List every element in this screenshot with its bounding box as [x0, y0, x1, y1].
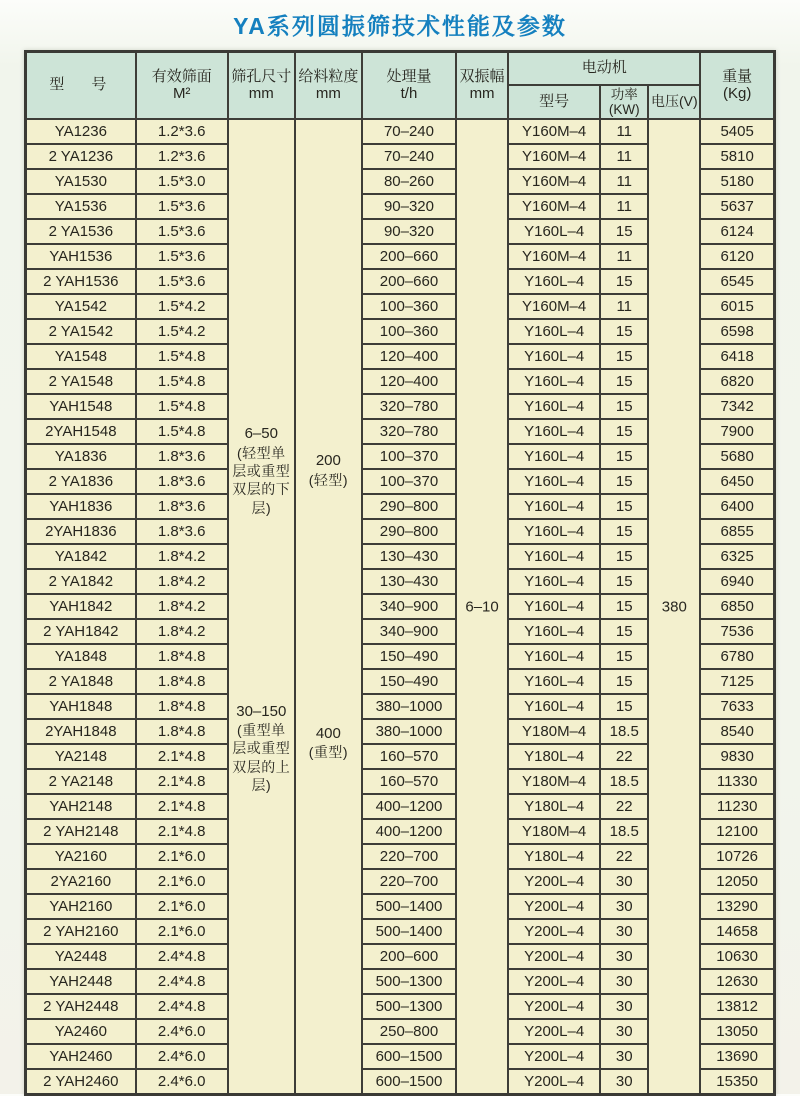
model-cell: 2 YAH2160	[26, 919, 136, 944]
feed-size-merged-cell-line: 200	[315, 452, 341, 470]
motor-power-cell: 15	[600, 569, 648, 594]
capacity-cell: 500–1400	[362, 894, 456, 919]
weight-cell: 10630	[700, 944, 774, 969]
motor-power-cell: 15	[600, 544, 648, 569]
weight-cell: 6545	[700, 269, 774, 294]
screen-area-cell: 2.4*4.8	[136, 994, 228, 1019]
screen-area-cell: 1.8*4.2	[136, 569, 228, 594]
motor-model-cell: Y160L–4	[508, 319, 600, 344]
model-cell: YA1548	[26, 344, 136, 369]
header-motor-model: 型号	[508, 85, 600, 119]
model-cell: 2 YA1536	[26, 219, 136, 244]
amplitude-merged-cell	[456, 119, 508, 1095]
weight-cell: 6450	[700, 469, 774, 494]
model-cell: 2YAH1836	[26, 519, 136, 544]
capacity-cell: 150–490	[362, 669, 456, 694]
capacity-cell: 380–1000	[362, 719, 456, 744]
capacity-cell: 100–370	[362, 469, 456, 494]
capacity-cell: 130–430	[362, 544, 456, 569]
motor-model-cell: Y160M–4	[508, 119, 600, 144]
weight-cell: 5810	[700, 144, 774, 169]
screen-area-cell: 1.8*4.8	[136, 719, 228, 744]
screen-area-cell: 1.8*4.2	[136, 544, 228, 569]
motor-model-cell: Y160L–4	[508, 494, 600, 519]
weight-cell: 14658	[700, 919, 774, 944]
motor-power-cell: 11	[600, 119, 648, 144]
model-cell: 2 YA1548	[26, 369, 136, 394]
screen-area-cell: 1.8*3.6	[136, 469, 228, 494]
weight-cell: 15350	[700, 1069, 774, 1095]
capacity-cell: 80–260	[362, 169, 456, 194]
motor-power-cell: 15	[600, 494, 648, 519]
weight-cell: 8540	[700, 719, 774, 744]
weight-cell: 12050	[700, 869, 774, 894]
motor-power-cell: 11	[600, 294, 648, 319]
motor-power-cell: 18.5	[600, 819, 648, 844]
feed-size-merged-cell-line: (重型)	[308, 744, 349, 761]
motor-power-cell: 15	[600, 619, 648, 644]
model-cell: 2YA2160	[26, 869, 136, 894]
screen-area-cell: 1.2*3.6	[136, 119, 228, 144]
model-cell: YA2460	[26, 1019, 136, 1044]
motor-power-cell: 11	[600, 244, 648, 269]
motor-power-cell: 30	[600, 919, 648, 944]
model-cell: 2YAH1848	[26, 719, 136, 744]
motor-model-cell: Y160L–4	[508, 544, 600, 569]
weight-cell: 13812	[700, 994, 774, 1019]
capacity-cell: 220–700	[362, 869, 456, 894]
weight-cell: 6325	[700, 544, 774, 569]
screen-area-cell: 1.5*4.2	[136, 319, 228, 344]
screen-area-cell: 2.4*6.0	[136, 1044, 228, 1069]
aperture-merged-cell	[228, 119, 295, 1095]
screen-area-cell: 1.8*3.6	[136, 519, 228, 544]
capacity-cell: 70–240	[362, 144, 456, 169]
motor-model-cell: Y160L–4	[508, 669, 600, 694]
screen-area-cell: 2.1*4.8	[136, 819, 228, 844]
screen-area-cell: 2.1*6.0	[136, 894, 228, 919]
capacity-cell: 290–800	[362, 519, 456, 544]
capacity-cell: 500–1300	[362, 969, 456, 994]
model-cell: YA1848	[26, 644, 136, 669]
motor-model-cell: Y180L–4	[508, 844, 600, 869]
aperture-merged-cell-line: (轻型单层或重型双层的下层)	[232, 444, 291, 516]
screen-area-cell: 2.4*6.0	[136, 1019, 228, 1044]
model-cell: 2 YA1836	[26, 469, 136, 494]
header-feed-size-line1: 给料粒度	[298, 67, 359, 85]
model-cell: YAH1848	[26, 694, 136, 719]
motor-model-cell: Y180M–4	[508, 819, 600, 844]
motor-model-cell: Y200L–4	[508, 869, 600, 894]
capacity-cell: 220–700	[362, 844, 456, 869]
motor-power-cell: 30	[600, 994, 648, 1019]
motor-power-cell: 15	[600, 644, 648, 669]
motor-model-cell: Y180L–4	[508, 744, 600, 769]
header-aperture-line1: 筛孔尺寸	[231, 67, 292, 85]
model-cell: YAH1842	[26, 594, 136, 619]
weight-cell: 6400	[700, 494, 774, 519]
model-cell: 2 YAH2448	[26, 994, 136, 1019]
motor-model-cell: Y160L–4	[508, 694, 600, 719]
model-cell: 2 YA1842	[26, 569, 136, 594]
capacity-cell: 100–370	[362, 444, 456, 469]
header-capacity	[362, 52, 456, 120]
motor-power-cell: 15	[600, 394, 648, 419]
motor-model-cell: Y160L–4	[508, 369, 600, 394]
motor-model-cell: Y160M–4	[508, 144, 600, 169]
aperture-merged-cell-line: 30–150	[236, 702, 287, 720]
screen-area-cell: 1.5*4.8	[136, 344, 228, 369]
motor-model-cell: Y200L–4	[508, 1019, 600, 1044]
weight-cell: 9830	[700, 744, 774, 769]
weight-cell: 12100	[700, 819, 774, 844]
weight-cell: 5180	[700, 169, 774, 194]
capacity-cell: 320–780	[362, 394, 456, 419]
screen-area-cell: 1.8*4.2	[136, 619, 228, 644]
header-amplitude-line1: 双振幅	[459, 67, 505, 85]
screen-area-cell: 2.1*4.8	[136, 769, 228, 794]
motor-power-cell: 30	[600, 1019, 648, 1044]
motor-power-cell: 30	[600, 969, 648, 994]
screen-area-cell: 1.5*3.0	[136, 169, 228, 194]
screen-area-cell: 1.5*3.6	[136, 219, 228, 244]
header-motor-group: 电动机	[508, 52, 700, 86]
header-screen-area-line1: 有效筛面	[151, 67, 212, 85]
motor-power-cell: 11	[600, 194, 648, 219]
motor-power-cell: 30	[600, 944, 648, 969]
capacity-cell: 380–1000	[362, 694, 456, 719]
motor-power-cell: 15	[600, 419, 648, 444]
motor-model-cell: Y200L–4	[508, 919, 600, 944]
table-header	[26, 52, 775, 120]
capacity-cell: 120–400	[362, 344, 456, 369]
weight-cell: 7633	[700, 694, 774, 719]
header-feed-size	[295, 52, 362, 120]
weight-cell: 7536	[700, 619, 774, 644]
screen-area-cell: 2.1*6.0	[136, 844, 228, 869]
capacity-cell: 90–320	[362, 219, 456, 244]
motor-power-cell: 30	[600, 869, 648, 894]
weight-cell: 11230	[700, 794, 774, 819]
motor-model-cell: Y160L–4	[508, 394, 600, 419]
header-screen-area-line2: M²	[172, 84, 191, 102]
motor-model-cell: Y160L–4	[508, 519, 600, 544]
screen-area-cell: 1.8*4.8	[136, 669, 228, 694]
feed-size-merged-cell-line: 400	[315, 725, 341, 743]
header-model-label: 型 号	[49, 76, 113, 94]
header-weight	[700, 52, 774, 120]
motor-power-cell: 22	[600, 744, 648, 769]
weight-cell: 6124	[700, 219, 774, 244]
header-capacity-line1: 处理量	[386, 67, 432, 85]
capacity-cell: 340–900	[362, 619, 456, 644]
screen-area-cell: 1.8*4.8	[136, 694, 228, 719]
motor-model-cell: Y160M–4	[508, 169, 600, 194]
screen-area-cell: 2.1*6.0	[136, 869, 228, 894]
screen-area-cell: 1.8*4.2	[136, 594, 228, 619]
table-row	[26, 119, 775, 144]
screen-area-cell: 2.4*4.8	[136, 944, 228, 969]
capacity-cell: 100–360	[362, 294, 456, 319]
header-model	[26, 52, 136, 120]
model-cell: YA1536	[26, 194, 136, 219]
screen-area-cell: 1.8*4.8	[136, 644, 228, 669]
model-cell: 2 YAH2148	[26, 819, 136, 844]
capacity-cell: 70–240	[362, 119, 456, 144]
motor-model-cell: Y160L–4	[508, 594, 600, 619]
weight-cell: 7125	[700, 669, 774, 694]
capacity-cell: 200–660	[362, 244, 456, 269]
motor-model-cell: Y160M–4	[508, 194, 600, 219]
aperture-merged-cell-text	[229, 424, 294, 516]
capacity-cell: 340–900	[362, 594, 456, 619]
weight-cell: 6598	[700, 319, 774, 344]
feed-size-merged-cell-line: (轻型)	[308, 472, 349, 489]
feed-size-merged-cell-text	[296, 452, 361, 490]
weight-cell: 10726	[700, 844, 774, 869]
motor-model-cell: Y160L–4	[508, 644, 600, 669]
weight-cell: 5680	[700, 444, 774, 469]
model-cell: 2 YA1236	[26, 144, 136, 169]
motor-power-cell: 30	[600, 1069, 648, 1095]
aperture-merged-cell-text	[229, 702, 294, 794]
capacity-cell: 200–660	[362, 269, 456, 294]
screen-area-cell: 1.5*4.8	[136, 394, 228, 419]
model-cell: 2 YAH2460	[26, 1069, 136, 1095]
motor-power-cell: 15	[600, 319, 648, 344]
weight-cell: 5637	[700, 194, 774, 219]
motor-model-cell: Y200L–4	[508, 894, 600, 919]
weight-cell: 6820	[700, 369, 774, 394]
model-cell: YA2160	[26, 844, 136, 869]
capacity-cell: 150–490	[362, 644, 456, 669]
amplitude-merged-cell-text	[457, 597, 507, 617]
model-cell: YAH2160	[26, 894, 136, 919]
header-motor-power-line2: (KW)	[608, 102, 640, 118]
motor-power-cell: 11	[600, 169, 648, 194]
capacity-cell: 90–320	[362, 194, 456, 219]
screen-area-cell: 1.5*3.6	[136, 194, 228, 219]
voltage-merged-cell-text	[649, 597, 699, 617]
motor-model-cell: Y160L–4	[508, 344, 600, 369]
voltage-merged-cell	[648, 119, 700, 1095]
aperture-merged-cell-line: 6–50	[244, 425, 278, 443]
weight-cell: 6855	[700, 519, 774, 544]
motor-model-cell: Y160L–4	[508, 569, 600, 594]
motor-model-cell: Y160L–4	[508, 444, 600, 469]
model-cell: 2 YA2148	[26, 769, 136, 794]
motor-power-cell: 15	[600, 219, 648, 244]
capacity-cell: 200–600	[362, 944, 456, 969]
amplitude-merged-cell-line: 6–10	[465, 597, 499, 615]
screen-area-cell: 2.4*6.0	[136, 1069, 228, 1095]
motor-model-cell: Y200L–4	[508, 944, 600, 969]
weight-cell: 6418	[700, 344, 774, 369]
motor-power-cell: 11	[600, 144, 648, 169]
weight-cell: 7900	[700, 419, 774, 444]
motor-model-cell: Y180M–4	[508, 769, 600, 794]
capacity-cell: 100–360	[362, 319, 456, 344]
motor-model-cell: Y160L–4	[508, 619, 600, 644]
motor-power-cell: 18.5	[600, 719, 648, 744]
model-cell: 2YAH1548	[26, 419, 136, 444]
motor-model-cell: Y200L–4	[508, 969, 600, 994]
weight-cell: 6850	[700, 594, 774, 619]
header-motor-power	[600, 85, 648, 119]
screen-area-cell: 2.1*6.0	[136, 919, 228, 944]
header-feed-size-line2: mm	[315, 84, 341, 102]
motor-model-cell: Y200L–4	[508, 994, 600, 1019]
motor-power-cell: 30	[600, 1044, 648, 1069]
capacity-cell: 250–800	[362, 1019, 456, 1044]
screen-area-cell: 1.2*3.6	[136, 144, 228, 169]
model-cell: YAH1548	[26, 394, 136, 419]
model-cell: YA1530	[26, 169, 136, 194]
feed-size-merged-cell-text	[296, 724, 361, 762]
weight-cell: 6780	[700, 644, 774, 669]
model-cell: YA1236	[26, 119, 136, 144]
aperture-merged-cell-line: (重型单层或重型双层的上层)	[232, 722, 291, 793]
model-cell: YAH1836	[26, 494, 136, 519]
motor-model-cell: Y160M–4	[508, 244, 600, 269]
weight-cell: 12630	[700, 969, 774, 994]
screen-area-cell: 1.5*3.6	[136, 269, 228, 294]
weight-cell: 6120	[700, 244, 774, 269]
motor-model-cell: Y160L–4	[508, 269, 600, 294]
screen-area-cell: 2.1*4.8	[136, 794, 228, 819]
motor-model-cell: Y200L–4	[508, 1044, 600, 1069]
weight-cell: 5405	[700, 119, 774, 144]
motor-power-cell: 15	[600, 519, 648, 544]
voltage-merged-cell-line: 380	[661, 597, 687, 615]
weight-cell: 7342	[700, 394, 774, 419]
screen-area-cell: 1.8*3.6	[136, 444, 228, 469]
header-motor-power-line1: 功率	[610, 87, 638, 102]
table-body	[26, 119, 775, 1095]
header-motor-voltage: 电压(V)	[648, 85, 700, 119]
screen-area-cell: 2.1*4.8	[136, 744, 228, 769]
model-cell: YAH2460	[26, 1044, 136, 1069]
header-screen-area	[136, 52, 228, 120]
motor-power-cell: 15	[600, 269, 648, 294]
model-cell: YA2148	[26, 744, 136, 769]
motor-power-cell: 22	[600, 844, 648, 869]
motor-model-cell: Y200L–4	[508, 1069, 600, 1095]
model-cell: 2 YAH1536	[26, 269, 136, 294]
weight-cell: 13690	[700, 1044, 774, 1069]
capacity-cell: 600–1500	[362, 1044, 456, 1069]
model-cell: YAH1536	[26, 244, 136, 269]
model-cell: YAH2448	[26, 969, 136, 994]
screen-area-cell: 1.8*3.6	[136, 494, 228, 519]
motor-power-cell: 15	[600, 669, 648, 694]
header-aperture	[228, 52, 295, 120]
screen-area-cell: 1.5*3.6	[136, 244, 228, 269]
model-cell: YA1836	[26, 444, 136, 469]
motor-power-cell: 30	[600, 894, 648, 919]
motor-model-cell: Y160L–4	[508, 469, 600, 494]
model-cell: 2 YA1542	[26, 319, 136, 344]
motor-power-cell: 15	[600, 469, 648, 494]
capacity-cell: 160–570	[362, 769, 456, 794]
header-amplitude-line2: mm	[469, 84, 495, 102]
capacity-cell: 130–430	[362, 569, 456, 594]
screen-area-cell: 1.5*4.8	[136, 419, 228, 444]
weight-cell: 11330	[700, 769, 774, 794]
capacity-cell: 160–570	[362, 744, 456, 769]
capacity-cell: 400–1200	[362, 819, 456, 844]
motor-model-cell: Y180M–4	[508, 719, 600, 744]
model-cell: 2 YA1848	[26, 669, 136, 694]
spec-table	[24, 50, 776, 1096]
screen-area-cell: 1.5*4.2	[136, 294, 228, 319]
motor-model-cell: Y160M–4	[508, 294, 600, 319]
motor-power-cell: 15	[600, 369, 648, 394]
screen-area-cell: 2.4*4.8	[136, 969, 228, 994]
motor-power-cell: 18.5	[600, 769, 648, 794]
capacity-cell: 120–400	[362, 369, 456, 394]
capacity-cell: 600–1500	[362, 1069, 456, 1095]
header-aperture-line2: mm	[248, 84, 274, 102]
weight-cell: 13290	[700, 894, 774, 919]
header-amplitude	[456, 52, 508, 120]
capacity-cell: 500–1300	[362, 994, 456, 1019]
weight-cell: 6015	[700, 294, 774, 319]
motor-model-cell: Y160L–4	[508, 419, 600, 444]
motor-power-cell: 15	[600, 694, 648, 719]
capacity-cell: 320–780	[362, 419, 456, 444]
weight-cell: 6940	[700, 569, 774, 594]
page-title: YA系列圆振筛技术性能及参数	[233, 13, 567, 39]
motor-model-cell: Y160L–4	[508, 219, 600, 244]
capacity-cell: 400–1200	[362, 794, 456, 819]
weight-cell: 13050	[700, 1019, 774, 1044]
motor-power-cell: 15	[600, 344, 648, 369]
model-cell: YAH2148	[26, 794, 136, 819]
model-cell: YA1842	[26, 544, 136, 569]
motor-model-cell: Y180L–4	[508, 794, 600, 819]
capacity-cell: 500–1400	[362, 919, 456, 944]
capacity-cell: 290–800	[362, 494, 456, 519]
motor-power-cell: 15	[600, 444, 648, 469]
feed-size-merged-cell	[295, 119, 362, 1095]
header-weight-line1: 重量	[722, 67, 753, 85]
model-cell: YA2448	[26, 944, 136, 969]
header-capacity-line2: t/h	[400, 84, 418, 102]
motor-power-cell: 22	[600, 794, 648, 819]
header-weight-line2: (Kg)	[722, 84, 752, 102]
model-cell: 2 YAH1842	[26, 619, 136, 644]
screen-area-cell: 1.5*4.8	[136, 369, 228, 394]
motor-power-cell: 15	[600, 594, 648, 619]
model-cell: YA1542	[26, 294, 136, 319]
